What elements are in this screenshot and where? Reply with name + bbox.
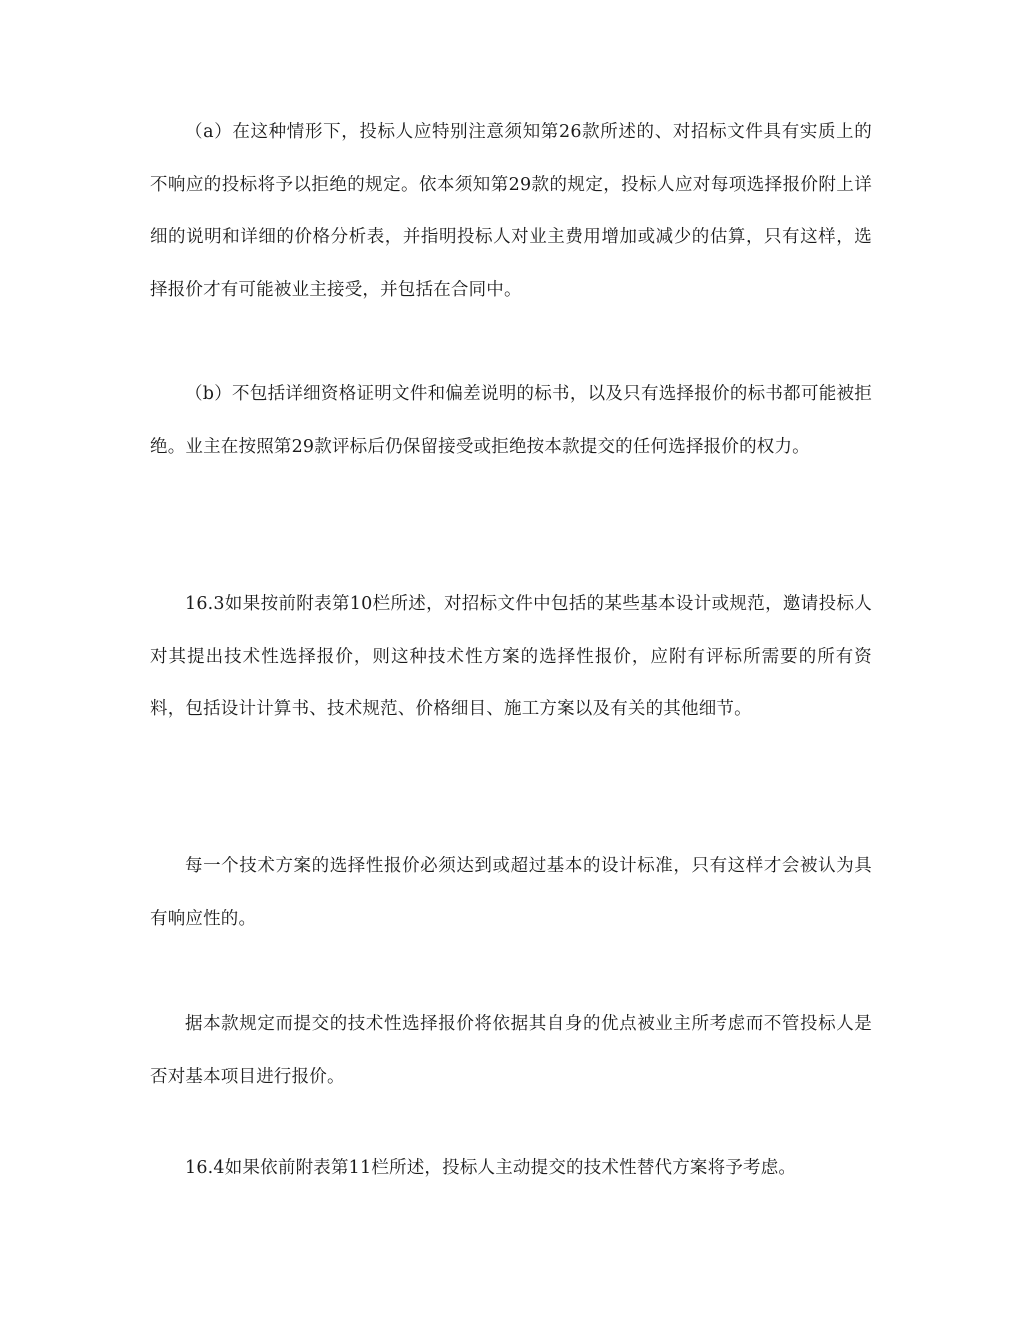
paragraph-alternative-bid-b: （b）不包括详细资格证明文件和偏差说明的标书，以及只有选择报价的标书都可能被拒绝。业主在按照第29款评标后仍保留接受或拒绝按本款提交的任何选择报价的权力。	[150, 384, 872, 457]
paragraph-design-standard: 每一个技术方案的选择性报价必须达到或超过基本的设计标准，只有这样才会被认为具有响应性的。	[150, 856, 872, 929]
paragraph-clause-16-3: 16.3如果按前附表第10栏所述，对招标文件中包括的某些基本设计或规范，邀请投标人对其提出技术性选择报价，则这种技术性方案的选择性报价，应附有评标所需要的所有资料，包括设计计算书、技术规范、价格细目、施工方案以及有关的其他细节。	[150, 594, 872, 720]
paragraph-clause-16-4: 16.4如果依前附表第11栏所述，投标人主动提交的技术性替代方案将予考虑。	[185, 1158, 797, 1178]
paragraph-technical-alternative-merit: 据本款规定而提交的技术性选择报价将依据其自身的优点被业主所考虑而不管投标人是否对基本项目进行报价。	[150, 1014, 872, 1087]
paragraph-alternative-bid-a: （a）在这种情形下，投标人应特别注意须知第26款所述的、对招标文件具有实质上的不响应的投标将予以拒绝的规定。依本须知第29款的规定，投标人应对每项选择报价附上详细的说明和详细的价格分析表，并指明投标人对业主费用增加或减少的估算，只有这样，选择报价才有可能被业主接受，并包括在合同中。	[150, 122, 872, 301]
